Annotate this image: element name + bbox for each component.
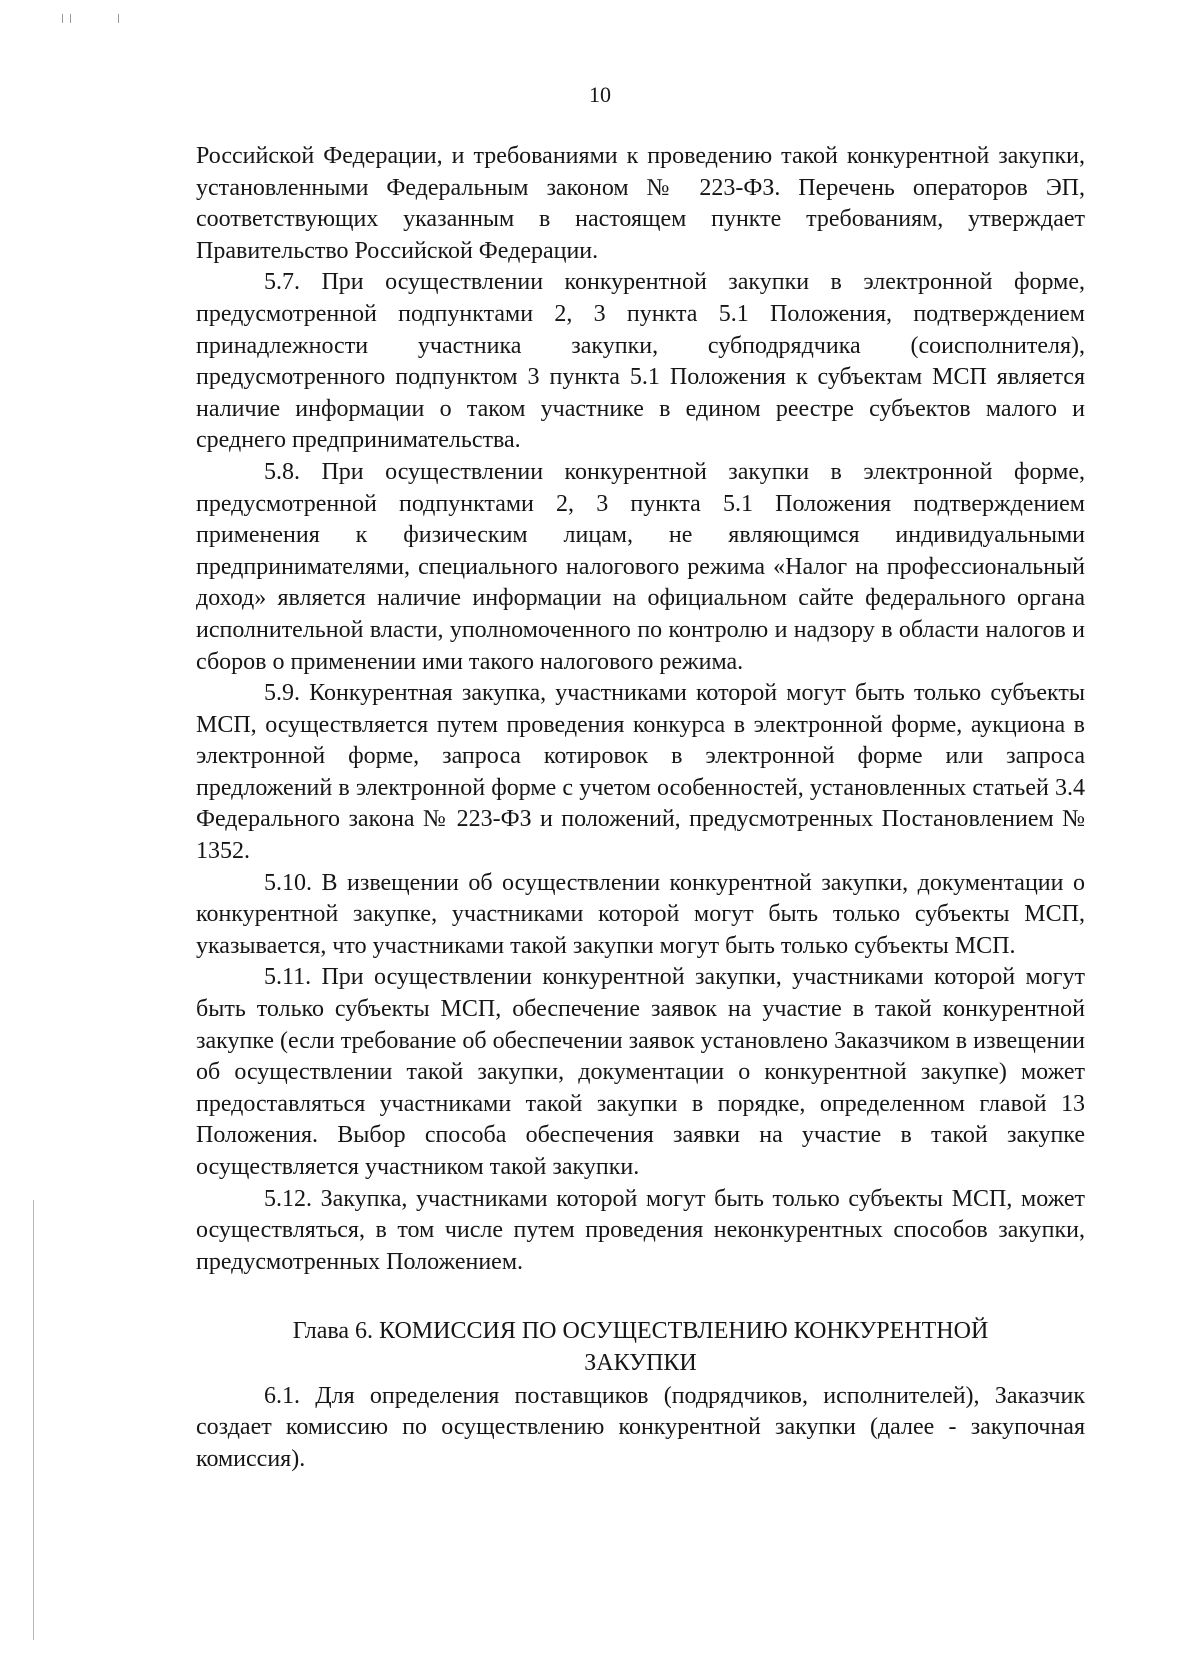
scan-artifact-margin-line (33, 1200, 34, 1640)
paragraph-6-1: 6.1. Для определения поставщиков (подрядчиков, исполнителей), Заказчик создает комиссию по осуществлению конкурентной закупки (далее - закупочная комиссия). (196, 1382, 1085, 1472)
paragraph-intro: Российской Федерации, и требованиями к проведению такой конкурентной закупки, установленными Федеральным законом № 223-ФЗ. Перечень операторов ЭП, соответствующих указанным в настоящем пункте требованиям, утверждает Правительство Российской Федерации. (196, 143, 1085, 264)
paragraph-5-12: 5.12. Закупка, участниками которой могут быть только субъекты МСП, может осуществляться, в том числе путем проведения неконкурентных способов закупки, предусмотренных Положением. (196, 1185, 1085, 1275)
paragraph-5-8: 5.8. При осуществлении конкурентной закупки в электронной форме, предусмотренной подпунктами 2, 3 пункта 5.1 Положения подтверждением применения к физическим лицам, не являющимся индивидуальными предпринимателями, специального налогового режима «Налог на профессиональный доход» является наличие информации на официальном сайте федерального органа исполнительной власти, уполномоченного по контролю и надзору в области налогов и сборов о применении ими такого налогового режима. (196, 458, 1085, 675)
paragraph-5-11: 5.11. При осуществлении конкурентной закупки, участниками которой могут быть только субъекты МСП, обеспечение заявок на участие в такой конкурентной закупке (если требование об обеспечении заявок установлено Заказчиком в извещении об осуществлении такой закупки, документации о конкурентной закупке) может предоставляться участниками такой закупки в порядке, определенном главой 13 Положения. Выбор способа обеспечения заявки на участие в такой закупке осуществляется участником такой закупки. (196, 964, 1085, 1180)
paragraph-5-9: 5.9. Конкурентная закупка, участниками которой могут быть только субъекты МСП, осуществляется путем проведения конкурса в электронной форме, аукциона в электронной форме, запроса котировок в электронной форме или запроса предложений в электронной форме с учетом особенностей, установленных статьей 3.4 Федерального закона № 223-ФЗ и положений, предусмотренных Постановлением № 1352. (196, 680, 1085, 865)
chapter-6-heading-line1: Глава 6. КОМИССИЯ ПО ОСУЩЕСТВЛЕНИЮ КОНКУРЕНТНОЙ (292, 1318, 989, 1345)
paragraph-5-7: 5.7. При осуществлении конкурентной закупки в электронной форме, предусмотренной подпунктами 2, 3 пункта 5.1 Положения, подтверждением принадлежности участника закупки, субподрядчика (соисполнителя), предусмотренного подпунктом 3 пункта 5.1 Положения к субъектам МСП является наличие информации о таком участнике в едином реестре субъектов малого и среднего предпринимательства. (196, 269, 1085, 454)
document-body (196, 141, 1085, 1475)
paragraph-5-10: 5.10. В извещении об осуществлении конкурентной закупки, документации о конкурентной закупке, участниками которой могут быть только субъекты МСП, указывается, что участниками такой закупки могут быть только субъекты МСП. (196, 869, 1085, 959)
scan-artifact-marks (62, 14, 182, 24)
page-number: 10 (589, 82, 611, 107)
chapter-6-heading (196, 1316, 1085, 1379)
chapter-6-heading-line2: ЗАКУПКИ (584, 1349, 697, 1376)
